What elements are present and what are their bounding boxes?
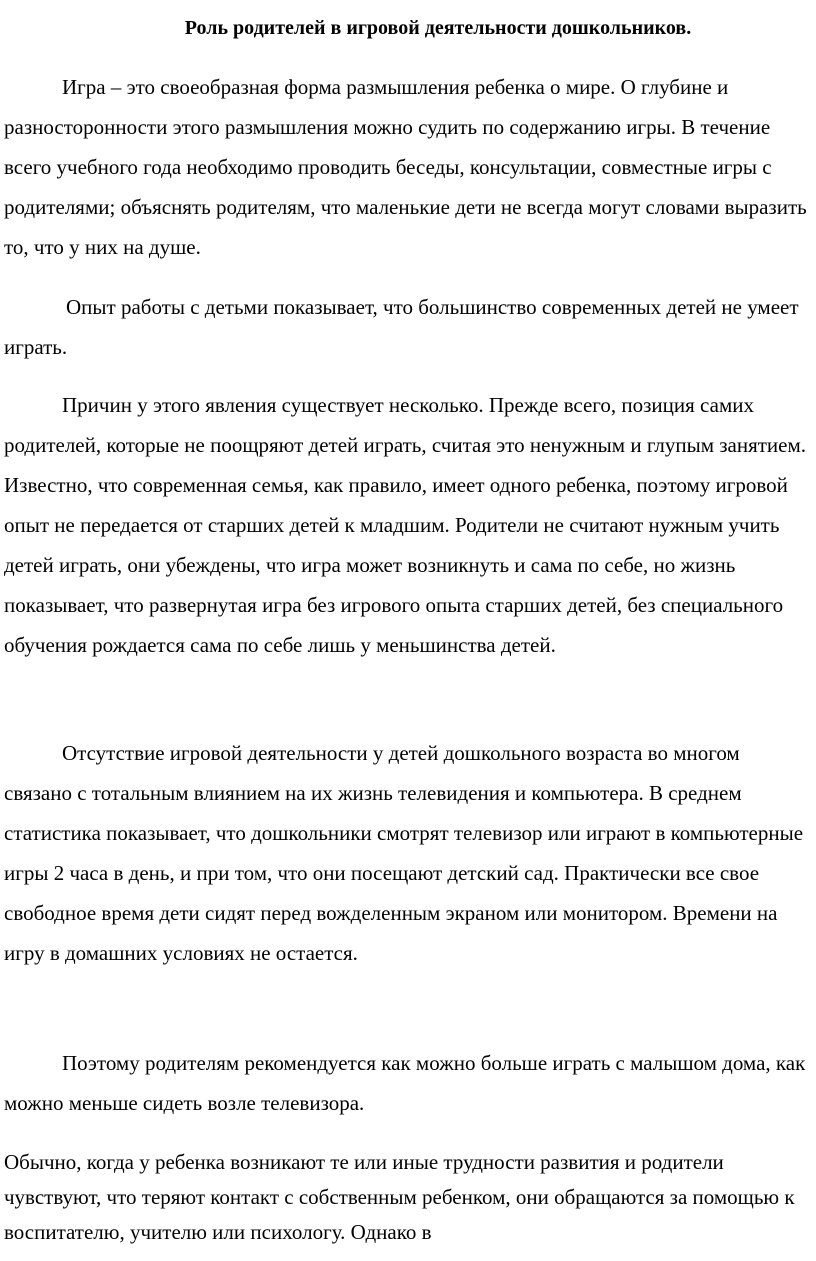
paragraph-4: Отсутствие игровой деятельности у детей дошкольного возраста во многом связано с тотальным влиянием на их жизнь телевидения и компьютера. В среднем статистика показывает, что дошкольники смотрят телевизор или играют в компьютерные игры 2 часа в день, и при том, что они посещают детский сад. Практически все свое свободное время дети сидят перед вожделенным экраном или монитором. Времени на игру в домашних условиях не остается. (4, 741, 804, 965)
page-title: Роль родителей в игровой деятельности дошкольников. (184, 17, 692, 39)
paragraph-2: Опыт работы с детьми показывает, что большинство современных детей не умеет играть. (4, 295, 799, 359)
paragraph-3: Причин у этого явления существует несколько. Прежде всего, позиция самих родителей, которые не поощряют детей играть, считая это ненужным и глупым занятием. Известно, что современная семья, как правило, имеет одного ребенка, поэтому игровой опыт не передается от старших детей к младшим. Родители не считают нужным учить детей играть, они убеждены, что игра может возникнуть и сама по себе, но жизнь показывает, что развернутая игра без игрового опыта старших детей, без специального обучения рождается сама по себе лишь у меньшинства детей. (4, 393, 807, 657)
paragraph-1: Игра – это своеобразная форма размышления ребенка о мире. О глубине и разносторонности этого размышления можно судить по содержанию игры. В течение всего учебного года необходимо проводить беседы, консультации, совместные игры с родителями; объяснять родителям, что маленькие дети не всегда могут словами выразить то, что у них на душе. (4, 75, 807, 259)
paragraph-5: Поэтому родителям рекомендуется как можно больше играть с малышом дома, как можно меньше сидеть возле телевизора. (4, 1051, 806, 1115)
paragraph-6: Обычно, когда у ребенка возникают те или иные трудности развития и родители чувствуют, что теряют контакт с собственным ребенком, они обращаются за помощью к воспитателю, учителю или психологу. Однако в (4, 1150, 795, 1244)
